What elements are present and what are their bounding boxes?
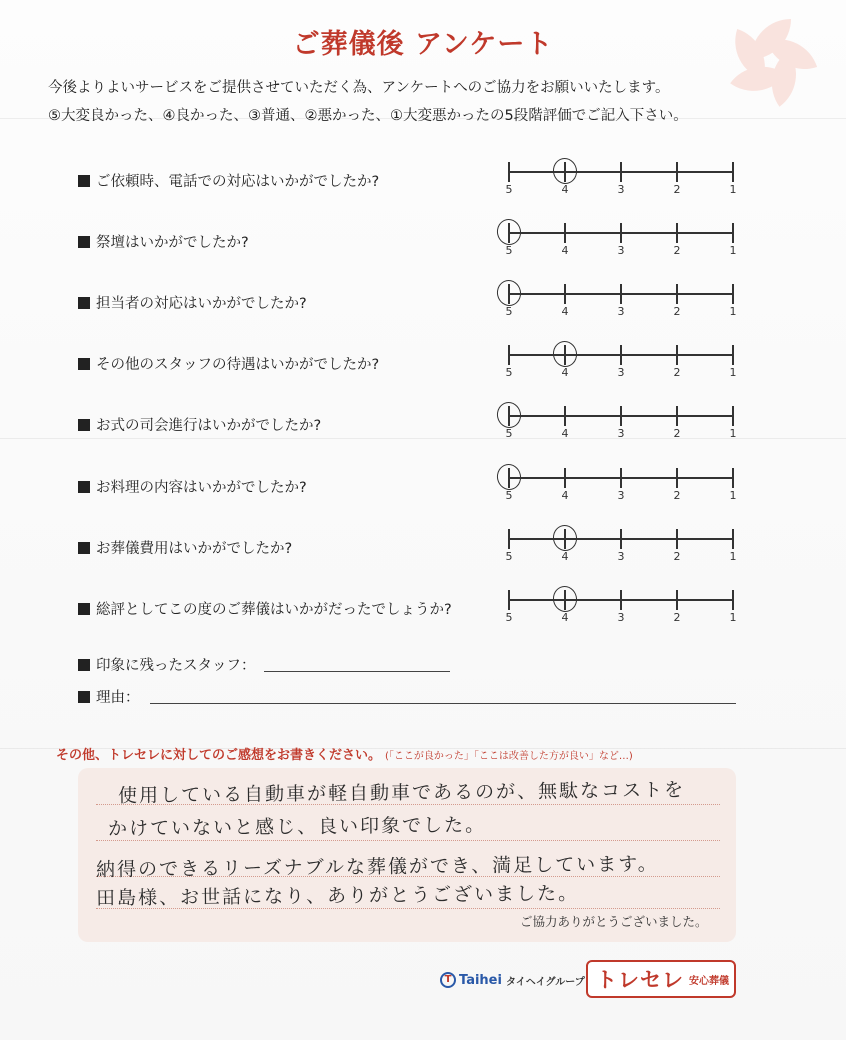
handwritten-line-4: 田島様、お世話になり、ありがとうございました。 <box>95 882 580 910</box>
question-label <box>78 292 307 313</box>
scale-tick[interactable] <box>508 590 510 610</box>
scale-tick[interactable] <box>620 345 622 365</box>
page-title: ご葬儀後 アンケート <box>292 29 554 60</box>
scale-number: 4 <box>561 305 569 318</box>
question-label <box>78 353 379 374</box>
rating-scale[interactable] <box>500 527 744 567</box>
question-text: お式の司会進行はいかがでしたか? <box>96 418 322 434</box>
scale-number: 3 <box>617 550 625 563</box>
taihei-brand: Taihei <box>459 972 502 988</box>
square-bullet-icon <box>78 358 90 370</box>
reason-field-label <box>78 686 140 707</box>
scale-tick[interactable] <box>508 529 510 549</box>
scale-number: 2 <box>673 427 681 440</box>
torecere-logo <box>586 960 736 998</box>
scale-tick[interactable] <box>620 162 622 182</box>
scale-number: 1 <box>729 305 737 318</box>
comment-heading-text: その他、トレセレに対してのご感想をお書きください。 <box>56 748 382 763</box>
scale-tick[interactable] <box>564 468 566 488</box>
scale-number: 1 <box>729 550 737 563</box>
rating-scale[interactable] <box>500 588 744 628</box>
scale-number: 5 <box>505 305 513 318</box>
scale-tick[interactable] <box>676 223 678 243</box>
rating-scale[interactable] <box>500 404 744 444</box>
scale-number: 5 <box>505 183 513 196</box>
scale-number: 5 <box>505 489 513 502</box>
scale-number: 1 <box>729 427 737 440</box>
ruled-line <box>96 840 720 841</box>
selected-rating-circle <box>551 584 580 614</box>
scale-number: 2 <box>673 244 681 257</box>
question-text: ご依頼時、電話での対応はいかがでしたか? <box>96 174 380 190</box>
scale-number: 4 <box>561 611 569 624</box>
question-label <box>78 598 452 619</box>
scale-number: 5 <box>505 611 513 624</box>
scale-number: 5 <box>505 366 513 379</box>
scale-tick[interactable] <box>676 284 678 304</box>
question-label <box>78 537 292 558</box>
scale-tick[interactable] <box>676 529 678 549</box>
scale-tick[interactable] <box>732 590 734 610</box>
reason-input-line[interactable] <box>150 703 736 704</box>
selected-rating-circle <box>495 400 524 430</box>
staff-field-label <box>78 654 256 675</box>
staff-input-line[interactable] <box>264 671 450 672</box>
rating-scale[interactable] <box>500 221 744 261</box>
question-text: お葬儀費用はいかがでしたか? <box>96 541 293 557</box>
scale-tick[interactable] <box>732 468 734 488</box>
scale-tick[interactable] <box>508 345 510 365</box>
scale-number: 1 <box>729 366 737 379</box>
scale-number: 1 <box>729 244 737 257</box>
scale-tick[interactable] <box>676 345 678 365</box>
question-label <box>78 476 307 497</box>
scale-number: 3 <box>617 366 625 379</box>
question-label <box>78 170 379 191</box>
scale-tick[interactable] <box>676 468 678 488</box>
scale-number: 2 <box>673 489 681 502</box>
square-bullet-icon <box>78 236 90 248</box>
scale-number: 3 <box>617 489 625 502</box>
scale-tick[interactable] <box>620 406 622 426</box>
scale-number: 4 <box>561 366 569 379</box>
scale-tick[interactable] <box>676 406 678 426</box>
scale-number: 2 <box>673 366 681 379</box>
intro-line-2: ⑤大変良かった、④良かった、③普通、②悪かった、①大変悪かったの5段階評価でご記入下さい。 <box>48 108 688 124</box>
torecere-tagline: 安心葬儀 <box>689 975 729 987</box>
scale-tick[interactable] <box>620 223 622 243</box>
question-text: 担当者の対応はいかがでしたか? <box>96 296 307 312</box>
scale-number: 4 <box>561 550 569 563</box>
scale-number: 3 <box>617 427 625 440</box>
scale-tick[interactable] <box>676 162 678 182</box>
scale-number: 4 <box>561 183 569 196</box>
scale-tick[interactable] <box>564 223 566 243</box>
scale-tick[interactable] <box>676 590 678 610</box>
scale-number: 2 <box>673 183 681 196</box>
square-bullet-icon <box>78 691 90 703</box>
scale-number: 5 <box>505 244 513 257</box>
scale-tick[interactable] <box>732 406 734 426</box>
scale-number: 3 <box>617 611 625 624</box>
question-text: 祭壇はいかがでしたか? <box>96 235 249 251</box>
scale-tick[interactable] <box>620 590 622 610</box>
selected-rating-circle <box>551 523 580 553</box>
handwritten-line-2: かけていないと感じ、良い印象でした。 <box>107 814 487 840</box>
selected-rating-circle <box>495 462 524 492</box>
handwritten-line-3: 納得のできるリーズナブルな葬儀ができ、満足しています。 <box>95 853 659 881</box>
scale-number: 2 <box>673 611 681 624</box>
question-text: その他のスタッフの待遇はいかがでしたか? <box>96 357 380 373</box>
scale-number: 1 <box>729 611 737 624</box>
scale-tick[interactable] <box>732 529 734 549</box>
scale-tick[interactable] <box>508 162 510 182</box>
scale-tick[interactable] <box>732 223 734 243</box>
scale-number: 4 <box>561 427 569 440</box>
rating-scale[interactable] <box>500 160 744 200</box>
taihei-group: タイヘイグループ <box>505 976 585 988</box>
staff-label-text: 印象に残ったスタッフ： <box>96 658 256 674</box>
thanks-text: ご協力ありがとうございました。 <box>520 914 708 929</box>
scale-number: 3 <box>617 305 625 318</box>
reason-label-text: 理由： <box>96 690 140 706</box>
intro-line-1: 今後よりよいサービスをご提供させていただく為、アンケートへのご協力をお願いいたします。 <box>48 80 670 96</box>
scale-number: 3 <box>617 183 625 196</box>
square-bullet-icon <box>78 175 90 187</box>
scale-number: 5 <box>505 427 513 440</box>
scale-tick[interactable] <box>732 345 734 365</box>
scale-number: 1 <box>729 183 737 196</box>
square-bullet-icon <box>78 297 90 309</box>
question-label <box>78 414 321 435</box>
scale-tick[interactable] <box>564 406 566 426</box>
comment-subheading: (「ここが良かった」「ここは改善した方が良い」など…) <box>385 751 633 762</box>
square-bullet-icon <box>78 603 90 615</box>
taihei-logo-icon: T <box>440 972 456 988</box>
square-bullet-icon <box>78 659 90 671</box>
square-bullet-icon <box>78 419 90 431</box>
square-bullet-icon <box>78 542 90 554</box>
rating-scale[interactable] <box>500 282 744 322</box>
scale-tick[interactable] <box>732 284 734 304</box>
scale-number: 2 <box>673 305 681 318</box>
selected-rating-circle <box>495 278 524 308</box>
scale-number: 4 <box>561 489 569 502</box>
scale-number: 2 <box>673 550 681 563</box>
scale-number: 4 <box>561 244 569 257</box>
question-label <box>78 231 249 252</box>
scale-number: 3 <box>617 244 625 257</box>
scale-tick[interactable] <box>620 284 622 304</box>
handwritten-line-1: 使用している自動車が軽自動車であるのが、無駄なコストを <box>117 779 686 807</box>
scale-tick[interactable] <box>620 468 622 488</box>
scale-tick[interactable] <box>620 529 622 549</box>
rating-scale[interactable] <box>500 343 744 383</box>
question-text: お料理の内容はいかがでしたか? <box>96 480 307 496</box>
scale-number: 5 <box>505 550 513 563</box>
question-text: 総評としてこの度のご葬儀はいかがだったでしょうか? <box>96 602 452 618</box>
comment-heading <box>56 744 633 763</box>
taihei-logo <box>440 972 585 988</box>
selected-rating-circle <box>551 339 580 369</box>
selected-rating-circle <box>551 156 580 186</box>
torecere-name: トレセレ <box>596 968 684 992</box>
square-bullet-icon <box>78 481 90 493</box>
rating-scale[interactable] <box>500 466 744 506</box>
scale-number: 1 <box>729 489 737 502</box>
scale-tick[interactable] <box>732 162 734 182</box>
selected-rating-circle <box>495 217 524 247</box>
scale-tick[interactable] <box>564 284 566 304</box>
